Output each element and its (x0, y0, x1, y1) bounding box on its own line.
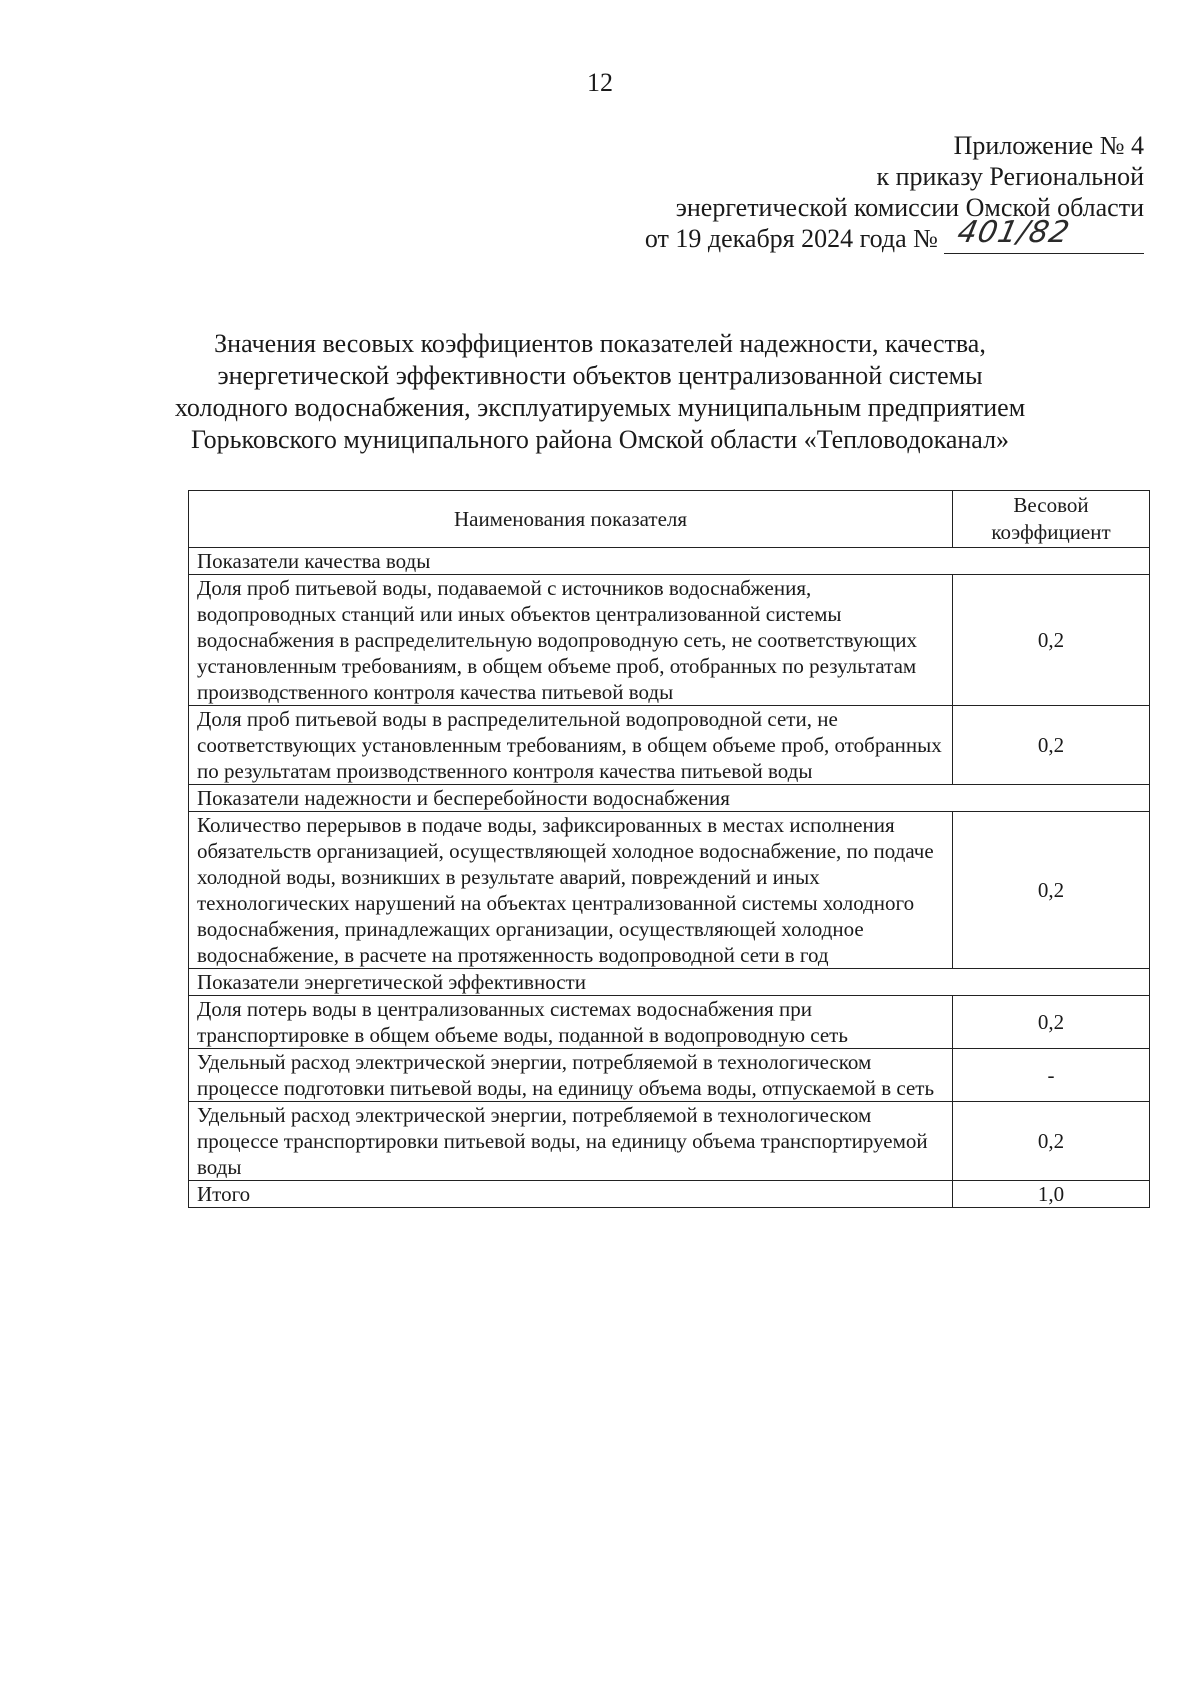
section-title-reliability: Показатели надежности и бесперебойности водоснабжения (189, 785, 1150, 812)
indicator-weight: 0,2 (953, 996, 1150, 1049)
appendix-order-ref: к приказу Региональной (876, 162, 1144, 191)
appendix-commission: энергетической комиссии Омской области (675, 193, 1144, 222)
appendix-date: от 19 декабря 2024 года № (644, 224, 938, 253)
appendix-title: Приложение № 4 (953, 131, 1144, 160)
title-line-2: энергетической эффективности объектов централизованной системы (217, 361, 983, 390)
title-line-4: Горьковского муниципального района Омской области «Тепловодоканал» (190, 425, 1010, 454)
section-row (189, 548, 1150, 575)
section-title-quality: Показатели качества воды (189, 548, 1150, 575)
section-row (189, 785, 1150, 812)
table-row (189, 706, 1150, 785)
table-header-row (189, 491, 1150, 548)
indicator-weight: - (953, 1049, 1150, 1102)
header-weight: Весовой коэффициент (953, 491, 1150, 548)
section-row (189, 969, 1150, 996)
indicator-weight: 0,2 (953, 812, 1150, 969)
indicator-weight: 0,2 (953, 1102, 1150, 1181)
table-row (189, 812, 1150, 969)
table-row (189, 1049, 1150, 1102)
coefficients-table (188, 490, 1150, 1208)
total-row (189, 1181, 1150, 1208)
table-row (189, 1102, 1150, 1181)
header-indicator-name: Наименования показателя (189, 491, 953, 548)
indicator-name: Доля потерь воды в централизованных системах водоснабжения при транспортировке в общем объеме воды, поданной в водопроводную сеть (189, 996, 953, 1049)
indicator-name: Удельный расход электрической энергии, потребляемой в технологическом процессе подготовки питьевой воды, на единицу объема воды, отпускаемой в сеть (189, 1049, 953, 1102)
table-row (189, 575, 1150, 706)
page-number: 12 (587, 68, 613, 97)
title-line-3: холодного водоснабжения, эксплуатируемых муниципальным предприятием (174, 393, 1026, 422)
order-number-field (944, 215, 1144, 254)
total-value: 1,0 (953, 1181, 1150, 1208)
indicator-name: Удельный расход электрической энергии, потребляемой в технологическом процессе транспортировки питьевой воды, на единицу объема транспортируемой воды (189, 1102, 953, 1181)
section-title-energy: Показатели энергетической эффективности (189, 969, 1150, 996)
indicator-weight: 0,2 (953, 575, 1150, 706)
indicator-name: Количество перерывов в подаче воды, зафиксированных в местах исполнения обязательств организацией, осуществляющей холодное водоснабжение, по подаче холодной воды, возникших в результате аварий, повреждений и иных технологических нарушений на объектах централизованной системы холодного водоснабжения, принадлежащих организации, осуществляющей холодное водоснабжение, в расчете на протяженность водопроводной сети в год (189, 812, 953, 969)
indicator-weight: 0,2 (953, 706, 1150, 785)
table-row (189, 996, 1150, 1049)
appendix-header (645, 130, 1144, 254)
indicator-name: Доля проб питьевой воды, подаваемой с источников водоснабжения, водопроводных станций или иных объектов централизованной системы водоснабжения в распределительную водопроводную сеть, не соответствующих установленным требованиям, в общем объеме проб, отобранных по результатам производственного контроля качества питьевой воды (189, 575, 953, 706)
total-label: Итого (189, 1181, 953, 1208)
handwritten-order-number: 401/82 (954, 215, 1074, 250)
document-title (0, 328, 1200, 456)
title-line-1: Значения весовых коэффициентов показателей надежности, качества, (214, 329, 986, 358)
appendix-date-line (644, 215, 1144, 254)
indicator-name: Доля проб питьевой воды в распределительной водопроводной сети, не соответствующих установленным требованиям, в общем объеме проб, отобранных по результатам производственного контроля качества питьевой воды (189, 706, 953, 785)
